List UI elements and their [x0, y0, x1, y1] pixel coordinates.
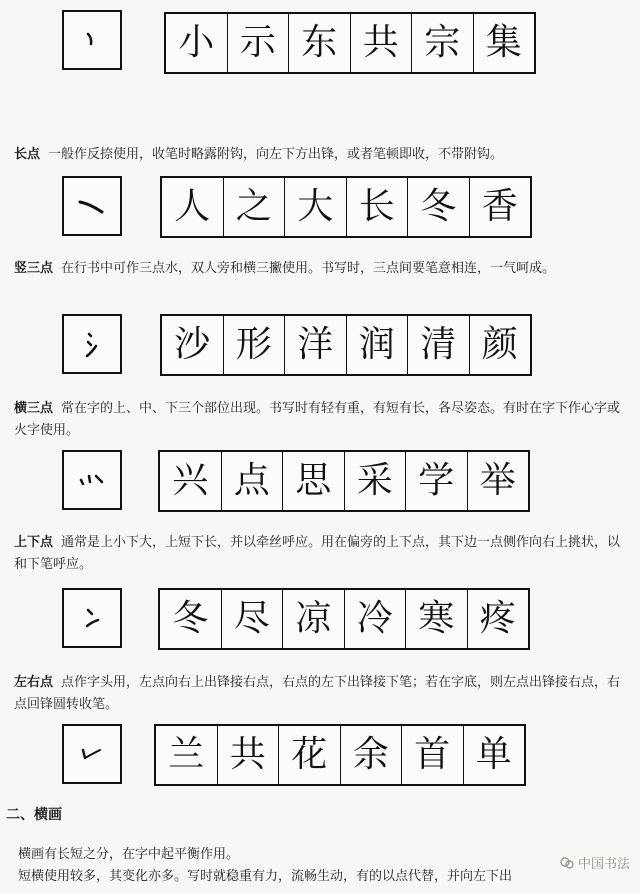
section-description [14, 672, 626, 716]
stroke-sample-box [62, 450, 122, 510]
char-cell: 润 [347, 316, 409, 374]
char-cell: 形 [224, 316, 286, 374]
char-cell: 颜 [481, 324, 518, 365]
section-term: 横三点 [14, 401, 54, 416]
long-dot-stroke-icon [74, 188, 110, 224]
watermark-text: 中国书法 [577, 857, 630, 872]
stroke-sample-box [62, 10, 122, 70]
char-cell: 宗 [412, 14, 474, 72]
char-cell: 学 [406, 452, 468, 510]
char-strip [164, 12, 536, 74]
section-term: 左右点 [14, 675, 54, 690]
char-cell: 清 [408, 316, 470, 374]
horizontal-three-dots-stroke-icon [74, 462, 110, 498]
wechat-icon [560, 856, 574, 870]
char-strip [160, 314, 532, 376]
stroke-sample-box [62, 724, 122, 784]
char-cell: 共 [351, 14, 413, 72]
char-cell: 兰 [156, 726, 218, 784]
char-cell: 之 [224, 178, 286, 236]
body-line: 横画有长短之分，在字中起平衡作用。 [18, 847, 240, 862]
stroke-sample-box [62, 176, 122, 236]
char-cell: 首 [402, 726, 464, 784]
section-description [14, 532, 626, 576]
char-cell: 冬 [160, 590, 222, 648]
section-term: 长点 [14, 147, 41, 162]
char-cell: 冬 [408, 178, 470, 236]
stroke-sample-box [62, 314, 122, 374]
char-strip [158, 450, 530, 512]
char-cell: 思 [283, 452, 345, 510]
char-cell: 尽 [222, 590, 284, 648]
section-text: 点作字头用，左点向右上出锋接右点，右点的左下出锋接下笔；若在字底，则左点出锋接右点，右点回锋圆转收笔。 [14, 675, 621, 712]
char-cell: 人 [162, 178, 224, 236]
section-description [14, 398, 626, 442]
char-cell: 长 [347, 178, 409, 236]
section-heading: 二、横画 [6, 807, 62, 823]
section-term: 上下点 [14, 535, 54, 550]
body-line: 短横使用较多，其变化亦多。写时就稳重有力，流畅生动，有的以点代替，并向左下出 [18, 869, 513, 884]
vertical-three-dots-stroke-icon [74, 326, 110, 362]
char-strip [154, 724, 526, 786]
char-cell: 大 [285, 178, 347, 236]
char-cell: 兴 [160, 452, 222, 510]
section-text: 一般作反捺使用，收笔时略露附钩，向左下方出锋，或者笔顿即收，不带附钩。 [48, 147, 504, 162]
char-cell: 举 [479, 460, 516, 501]
char-cell: 小 [166, 14, 228, 72]
watermark [560, 853, 630, 872]
char-cell: 采 [345, 452, 407, 510]
char-cell: 寒 [406, 590, 468, 648]
char-cell: 凉 [283, 590, 345, 648]
char-cell: 示 [228, 14, 290, 72]
section-term: 竖三点 [14, 261, 54, 276]
char-strip [160, 176, 532, 238]
char-cell: 沙 [162, 316, 224, 374]
section-text: 常在字的上、中、下三个部位出现。书写时有轻有重，有短有长，各尽姿态。有时在字下作心字或火字使用。 [14, 401, 621, 438]
char-cell: 单 [475, 734, 512, 775]
char-cell: 疼 [479, 598, 516, 639]
short-dot-stroke-icon [74, 22, 110, 58]
char-cell: 花 [279, 726, 341, 784]
char-cell: 余 [341, 726, 403, 784]
left-right-dots-stroke-icon [74, 736, 110, 772]
section-description [14, 258, 626, 280]
upper-lower-dots-stroke-icon [74, 600, 110, 636]
section-text: 通常是上小下大，上短下长，并以牵丝呼应。用在偏旁的上下点，其下边一点侧作向右上挑状，以和下笔呼应。 [14, 535, 621, 572]
char-cell: 集 [485, 22, 522, 63]
char-strip [158, 588, 530, 650]
char-cell: 香 [481, 186, 518, 227]
section-description [14, 144, 626, 166]
stroke-sample-box [62, 588, 122, 648]
char-cell: 点 [222, 452, 284, 510]
char-cell: 洋 [285, 316, 347, 374]
char-cell: 东 [289, 14, 351, 72]
char-cell: 共 [218, 726, 280, 784]
section-text: 在行书中可作三点水，双人旁和横三撇使用。书写时，三点间要笔意相连，一气呵成。 [61, 261, 556, 276]
char-cell: 冷 [345, 590, 407, 648]
